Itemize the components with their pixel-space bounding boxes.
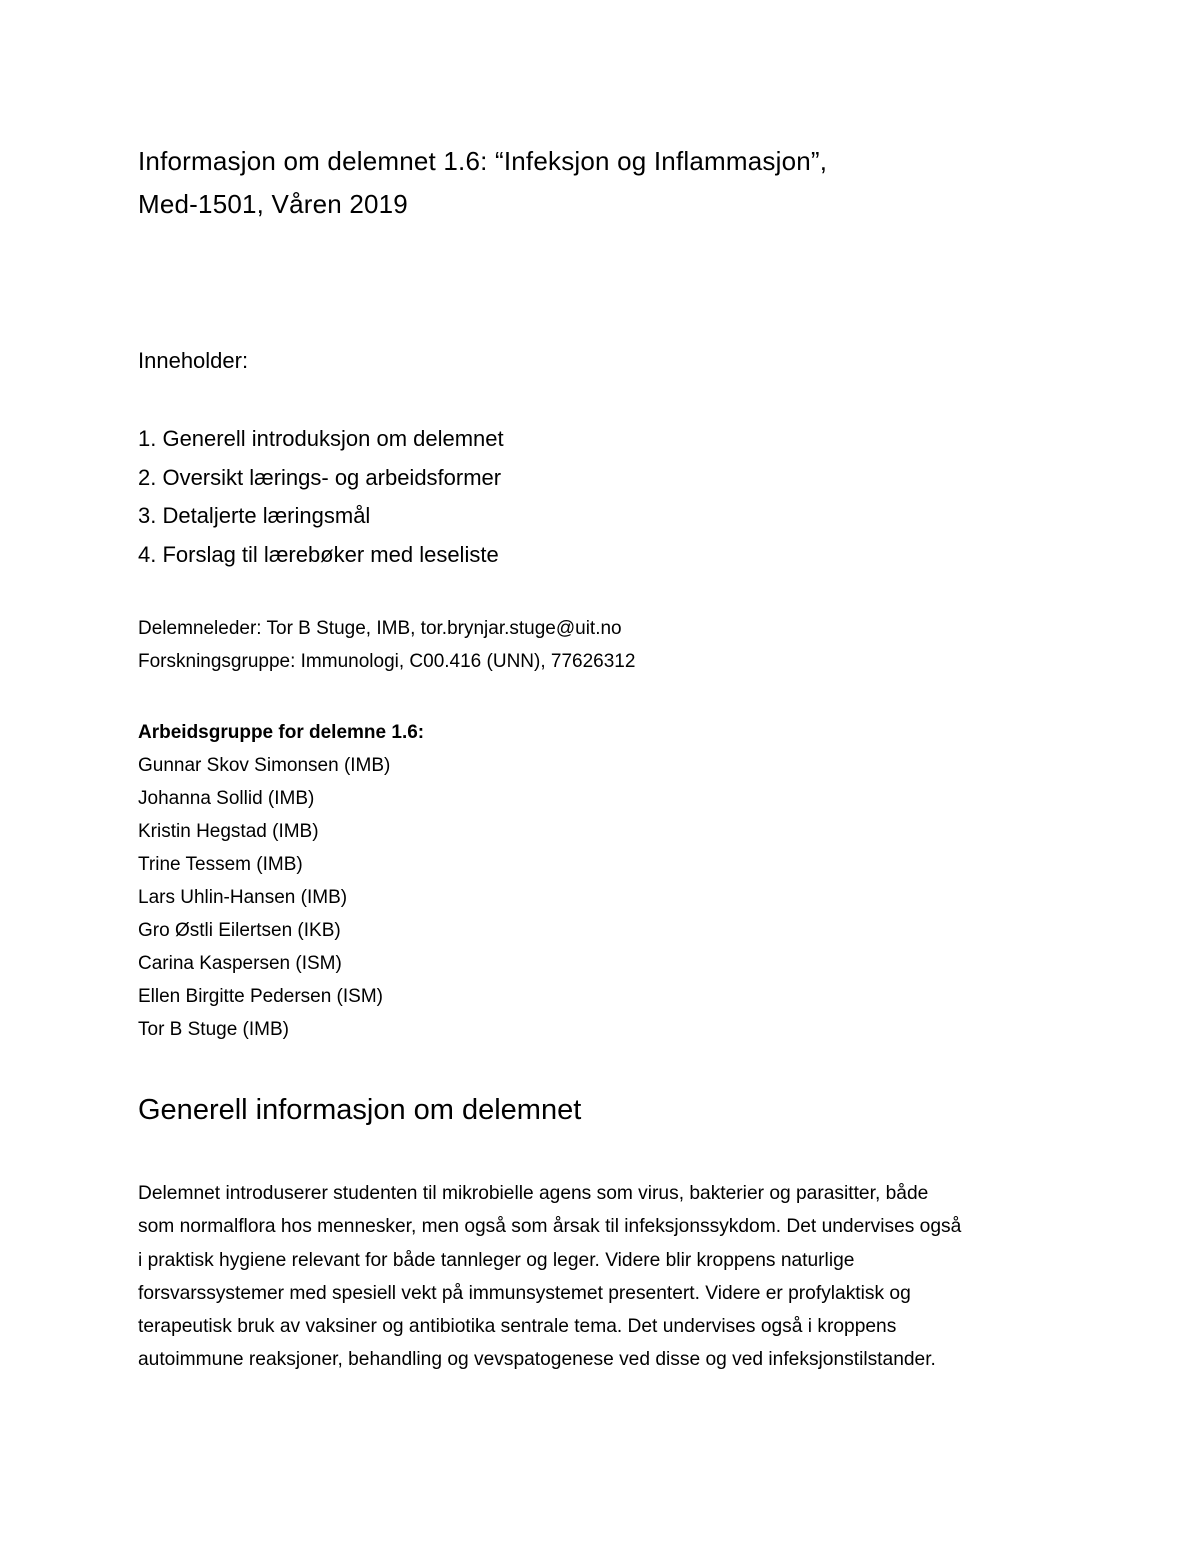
working-group bbox=[138, 716, 424, 1046]
toc-item: 3. Detaljerte læringsmål bbox=[138, 503, 371, 528]
title-line-1: Informasjon om delemnet 1.6: “Infeksjon og Inflammasjon”, bbox=[138, 146, 828, 176]
list-item: Carina Kaspersen (ISM) bbox=[138, 953, 342, 974]
body-paragraph bbox=[138, 1177, 1068, 1377]
document-title bbox=[138, 140, 827, 226]
section-heading: Generell informasjon om delemnet bbox=[138, 1094, 582, 1126]
paragraph-line: forsvarssystemer med spesiell vekt på immunsystemet presentert. Videre er profylaktisk og bbox=[138, 1282, 911, 1304]
contents-label: Inneholder: bbox=[138, 348, 249, 373]
table-of-contents bbox=[138, 420, 504, 574]
list-item: Lars Uhlin-Hansen (IMB) bbox=[138, 887, 348, 908]
toc-item: 2. Oversikt lærings- og arbeidsformer bbox=[138, 464, 502, 490]
list-item: Gunnar Skov Simonsen (IMB) bbox=[138, 755, 391, 776]
list-item: Tor B Stuge (IMB) bbox=[138, 1019, 289, 1040]
list-item: Johanna Sollid (IMB) bbox=[138, 788, 315, 809]
list-item: Kristin Hegstad (IMB) bbox=[138, 821, 319, 842]
contact-info bbox=[138, 613, 635, 678]
list-item: Ellen Birgitte Pedersen (ISM) bbox=[138, 986, 383, 1007]
toc-item: 4. Forslag til lærebøker med leseliste bbox=[138, 541, 499, 567]
list-item: Gro Østli Eilertsen (IKB) bbox=[138, 920, 341, 941]
paragraph-line: i praktisk hygiene relevant for både tannleger og leger. Videre blir kroppens naturlige bbox=[138, 1249, 855, 1271]
toc-item: 1. Generell introduksjon om delemnet bbox=[138, 426, 504, 451]
title-line-2: Med-1501, Våren 2019 bbox=[138, 189, 408, 219]
research-group: Forskningsgruppe: Immunologi, C00.416 (UNN), 77626312 bbox=[138, 650, 636, 672]
paragraph-line: som normalflora hos mennesker, men også som årsak til infeksjonssykdom. Det undervises også bbox=[138, 1216, 962, 1238]
paragraph-line: terapeutisk bruk av vaksiner og antibiotika sentrale tema. Det undervises også i kroppens bbox=[138, 1316, 897, 1338]
course-leader: Delemneleder: Tor B Stuge, IMB, tor.brynjar.stuge@uit.no bbox=[138, 618, 622, 639]
list-item: Trine Tessem (IMB) bbox=[138, 854, 303, 875]
paragraph-line: Delemnet introduserer studenten til mikrobielle agens som virus, bakterier og parasitter, både bbox=[138, 1183, 929, 1204]
working-group-heading: Arbeidsgruppe for delemne 1.6: bbox=[138, 722, 425, 743]
paragraph-line: autoimmune reaksjoner, behandling og vevspatogenese ved disse og ved infeksjonstilstander. bbox=[138, 1349, 936, 1371]
